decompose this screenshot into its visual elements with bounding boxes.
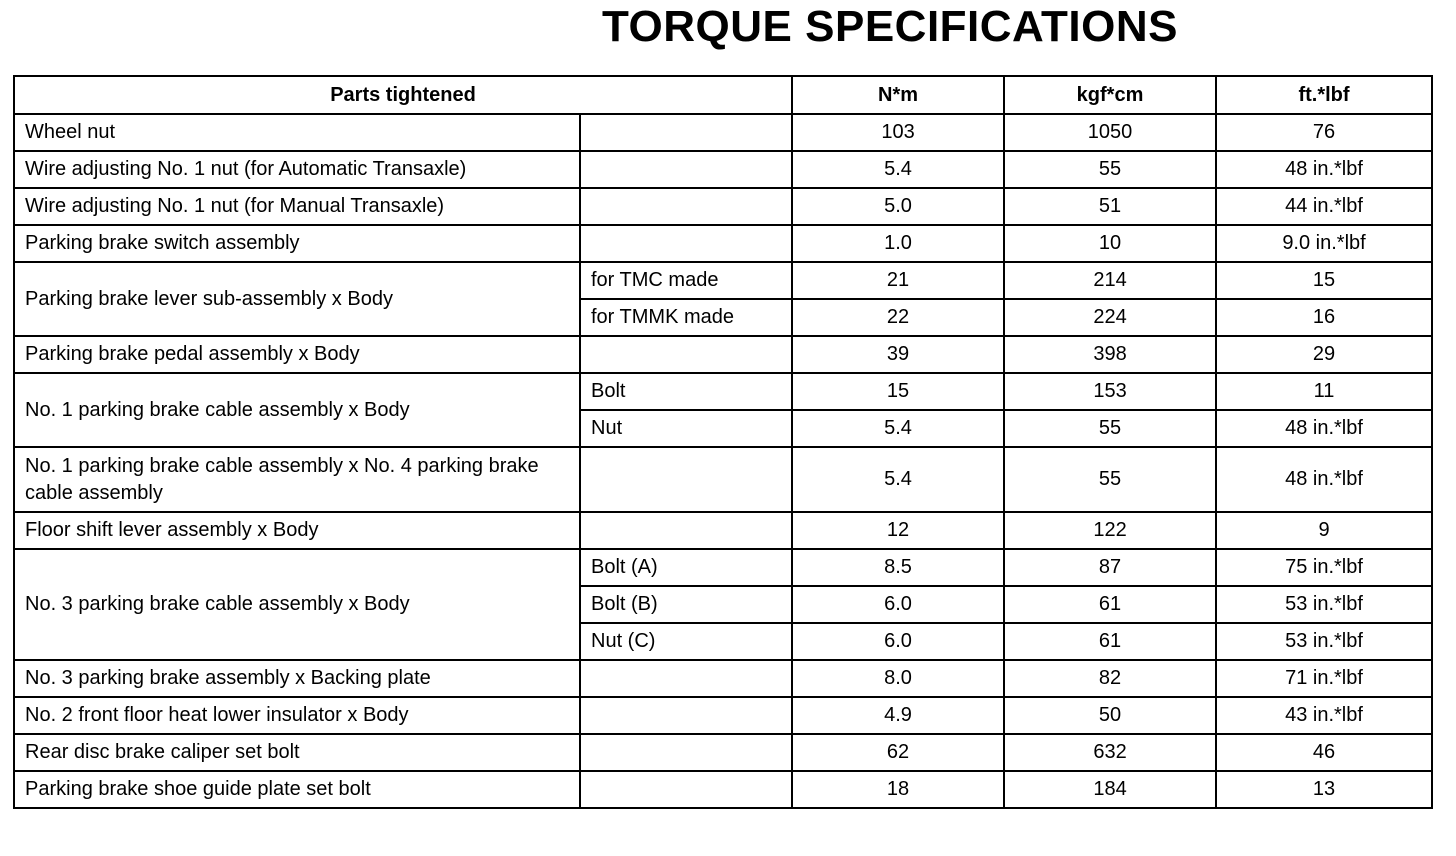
table-row (14, 447, 1432, 512)
value-nm: 6.0 (792, 586, 1004, 623)
part-sub: Bolt (580, 373, 792, 410)
table-row (14, 188, 1432, 225)
header-ftlbf: ft.*lbf (1216, 76, 1432, 114)
part-sub: for TMC made (580, 262, 792, 299)
part-name: Parking brake pedal assembly x Body (14, 336, 580, 373)
value-nm: 4.9 (792, 697, 1004, 734)
value-nm: 5.4 (792, 447, 1004, 512)
value-nm: 62 (792, 734, 1004, 771)
value-ftlbf: 48 in.*lbf (1216, 447, 1432, 512)
value-kgfcm: 55 (1004, 410, 1216, 447)
value-nm: 5.4 (792, 151, 1004, 188)
value-ftlbf: 76 (1216, 114, 1432, 151)
table-row (14, 771, 1432, 808)
part-name: Rear disc brake caliper set bolt (14, 734, 580, 771)
part-name: No. 3 parking brake cable assembly x Body (14, 549, 580, 660)
part-name: Floor shift lever assembly x Body (14, 512, 580, 549)
part-name: Wire adjusting No. 1 nut (for Automatic Transaxle) (14, 151, 580, 188)
value-ftlbf: 48 in.*lbf (1216, 410, 1432, 447)
table-row (14, 225, 1432, 262)
header-nm: N*m (792, 76, 1004, 114)
part-sub: Bolt (A) (580, 549, 792, 586)
header-parts-tightened: Parts tightened (14, 76, 792, 114)
value-nm: 5.0 (792, 188, 1004, 225)
value-ftlbf: 9.0 in.*lbf (1216, 225, 1432, 262)
part-name: No. 1 parking brake cable assembly x Body (14, 373, 580, 447)
table-row (14, 549, 1432, 586)
header-kgfcm: kgf*cm (1004, 76, 1216, 114)
part-sub (580, 225, 792, 262)
value-nm: 18 (792, 771, 1004, 808)
table-row (14, 697, 1432, 734)
value-nm: 5.4 (792, 410, 1004, 447)
part-name: No. 3 parking brake assembly x Backing plate (14, 660, 580, 697)
table-row (14, 512, 1432, 549)
value-ftlbf: 44 in.*lbf (1216, 188, 1432, 225)
value-ftlbf: 53 in.*lbf (1216, 586, 1432, 623)
value-nm: 15 (792, 373, 1004, 410)
value-kgfcm: 61 (1004, 623, 1216, 660)
value-ftlbf: 48 in.*lbf (1216, 151, 1432, 188)
value-kgfcm: 61 (1004, 586, 1216, 623)
part-sub: Nut (C) (580, 623, 792, 660)
part-sub (580, 734, 792, 771)
value-ftlbf: 46 (1216, 734, 1432, 771)
value-kgfcm: 1050 (1004, 114, 1216, 151)
part-sub (580, 114, 792, 151)
table-row (14, 373, 1432, 410)
part-name: No. 1 parking brake cable assembly x No. 4 parking brake cable assembly (14, 447, 580, 512)
value-kgfcm: 632 (1004, 734, 1216, 771)
value-nm: 22 (792, 299, 1004, 336)
value-ftlbf: 11 (1216, 373, 1432, 410)
value-kgfcm: 10 (1004, 225, 1216, 262)
value-nm: 1.0 (792, 225, 1004, 262)
table-row (14, 262, 1432, 299)
table-row (14, 336, 1432, 373)
table-row (14, 734, 1432, 771)
value-nm: 8.0 (792, 660, 1004, 697)
value-kgfcm: 398 (1004, 336, 1216, 373)
part-name: Parking brake switch assembly (14, 225, 580, 262)
part-sub: Nut (580, 410, 792, 447)
part-sub (580, 512, 792, 549)
table-row (14, 660, 1432, 697)
part-name: Wire adjusting No. 1 nut (for Manual Transaxle) (14, 188, 580, 225)
part-sub (580, 660, 792, 697)
value-ftlbf: 75 in.*lbf (1216, 549, 1432, 586)
header-row (14, 76, 1432, 114)
part-sub (580, 771, 792, 808)
value-kgfcm: 122 (1004, 512, 1216, 549)
table-row (14, 114, 1432, 151)
part-sub (580, 447, 792, 512)
part-sub (580, 151, 792, 188)
value-kgfcm: 224 (1004, 299, 1216, 336)
page-title: TORQUE SPECIFICATIONS (601, 2, 1179, 51)
part-sub (580, 188, 792, 225)
part-name: Parking brake lever sub-assembly x Body (14, 262, 580, 336)
value-ftlbf: 15 (1216, 262, 1432, 299)
value-ftlbf: 53 in.*lbf (1216, 623, 1432, 660)
value-ftlbf: 71 in.*lbf (1216, 660, 1432, 697)
value-kgfcm: 55 (1004, 151, 1216, 188)
value-kgfcm: 51 (1004, 188, 1216, 225)
value-ftlbf: 29 (1216, 336, 1432, 373)
torque-spec-table (13, 75, 1433, 809)
value-ftlbf: 16 (1216, 299, 1432, 336)
value-kgfcm: 82 (1004, 660, 1216, 697)
value-nm: 21 (792, 262, 1004, 299)
value-kgfcm: 214 (1004, 262, 1216, 299)
value-ftlbf: 9 (1216, 512, 1432, 549)
value-nm: 12 (792, 512, 1004, 549)
value-kgfcm: 184 (1004, 771, 1216, 808)
part-sub: for TMMK made (580, 299, 792, 336)
part-sub: Bolt (B) (580, 586, 792, 623)
part-sub (580, 697, 792, 734)
value-nm: 103 (792, 114, 1004, 151)
value-kgfcm: 55 (1004, 447, 1216, 512)
value-ftlbf: 43 in.*lbf (1216, 697, 1432, 734)
table-row (14, 151, 1432, 188)
value-ftlbf: 13 (1216, 771, 1432, 808)
part-name: Parking brake shoe guide plate set bolt (14, 771, 580, 808)
value-nm: 6.0 (792, 623, 1004, 660)
part-name: No. 2 front floor heat lower insulator x Body (14, 697, 580, 734)
part-name: Wheel nut (14, 114, 580, 151)
value-kgfcm: 87 (1004, 549, 1216, 586)
value-kgfcm: 153 (1004, 373, 1216, 410)
value-kgfcm: 50 (1004, 697, 1216, 734)
value-nm: 39 (792, 336, 1004, 373)
part-sub (580, 336, 792, 373)
value-nm: 8.5 (792, 549, 1004, 586)
